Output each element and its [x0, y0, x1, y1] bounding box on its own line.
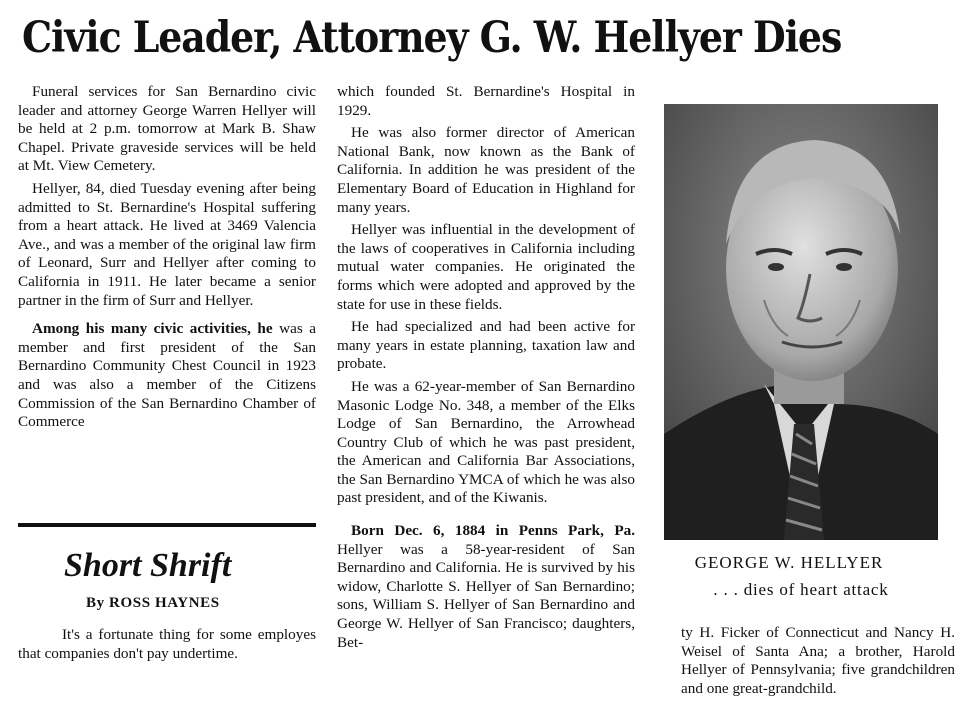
paragraph-lead: Born Dec. 6, 1884 in Penns Park, Pa.: [351, 522, 635, 540]
column-title: Short Shrift: [64, 547, 232, 584]
article-column-2: [337, 83, 635, 656]
article-paragraph: Hellyer was influential in the development of the laws of cooperatives in California including mutual water companies. He originated the forms which were adopted and approved by the state for use in these fields.: [337, 221, 635, 313]
article-paragraph: [337, 522, 635, 652]
headline: Civic Leader, Attorney G. W. Hellyer Dies: [22, 13, 842, 63]
byline: By ROSS HAYNES: [86, 595, 220, 611]
article-paragraph: He had specialized and had been active for many years in estate planning, taxation law and probate.: [337, 318, 635, 373]
article-paragraph: Hellyer, 84, died Tuesday evening after being admitted to St. Bernardine's Hospital suffering from a heart attack. He lived at 3469 Valencia Ave., and was a member of the original law firm of Leonard, Surr and Hellyer after coming to California in 1911. He later became a senior partner in the firm of Surr and Hellyer.: [18, 179, 316, 309]
article-paragraph: which founded St. Bernardine's Hospital in 1929.: [337, 83, 635, 119]
article-column-1: [18, 83, 316, 436]
article-paragraph: [18, 320, 316, 432]
portrait-photo: [664, 104, 938, 540]
article-paragraph: He was also former director of American National Bank, now known as the Bank of California. In addition he was president of the Elementary Board of Education in Highland for many years.: [337, 124, 635, 216]
paragraph-lead: Among his many civic activities, he: [32, 320, 273, 338]
photo-caption-subtitle: . . . dies of heart attack: [713, 580, 889, 599]
portrait-illustration: [664, 104, 938, 540]
section-divider: [18, 523, 316, 527]
article-paragraph: ty H. Ficker of Connecticut and Nancy H. Weisel of Santa Ana; a brother, Harold Hellyer of Pennsylvania; five grandchildren and one great-grandchild.: [681, 624, 955, 697]
article-paragraph: Funeral services for San Bernardino civic leader and attorney George Warren Hellyer will be held at 2 p.m. tomorrow at Mark B. Shaw Chapel. Private graveside services will be held at Mt. View Cemetery.: [18, 83, 316, 175]
article-paragraph: He was a 62-year-member of San Bernardino Masonic Lodge No. 348, a member of the Elks Lodge of San Bernardino, the Arrowhead Country Club of which he was past president, the American and California Bar Associations, the San Bernardino YMCA of which he was also past president, and of the Kiwanis.: [337, 377, 635, 507]
short-shrift-body: [18, 626, 316, 663]
paragraph-text: was a member and first president of the San Bernardino Community Chest Council in 1923 and was also a member of the Citizens Commission of the San Bernardino Chamber of Commerce: [18, 320, 316, 431]
article-column-3: [681, 624, 955, 702]
article-paragraph: It's a fortunate thing for some employes that companies don't pay undertime.: [18, 626, 316, 662]
paragraph-text: Hellyer was a 58-year-resident of San Bernardino and California. He is survived by his widow, Charlotte S. Hellyer of San Bernardino; sons, William S. Hellyer of San Bernardino and George W. Hellyer of San Francisco; daughters, Bet-: [337, 540, 635, 651]
photo-caption-name: GEORGE W. HELLYER: [694, 553, 884, 572]
